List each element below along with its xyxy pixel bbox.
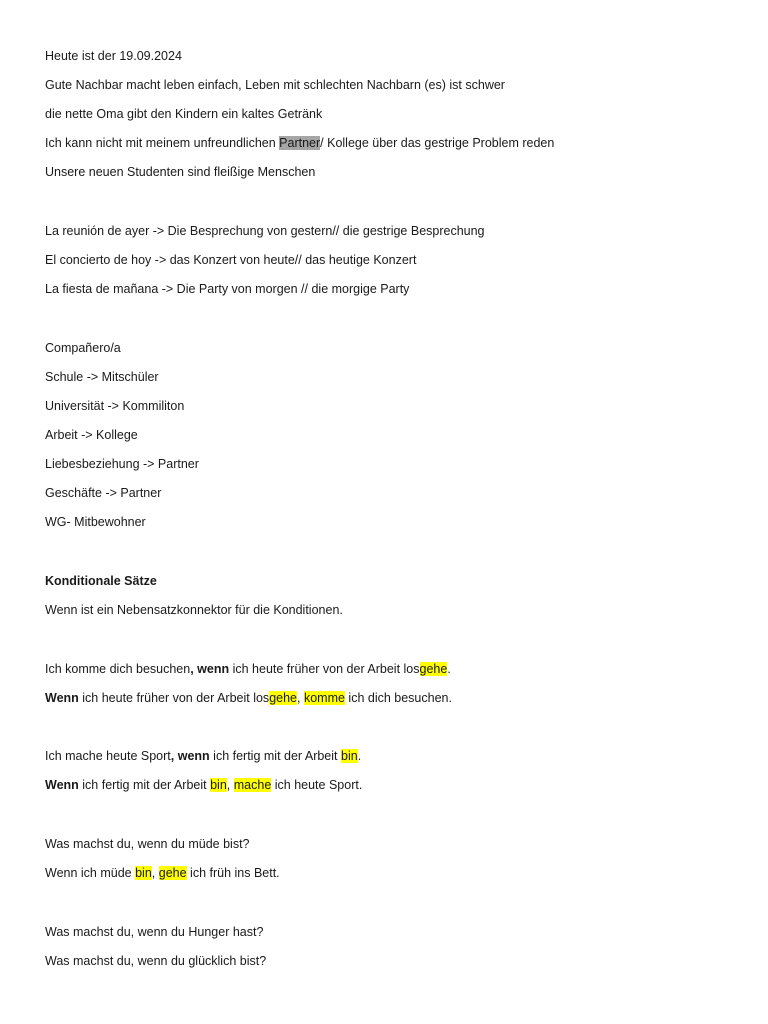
sentence-neighbors: Gute Nachbar macht leben einfach, Leben mit schlechten Nachbarn (es) ist schwer bbox=[45, 78, 505, 93]
highlighted-word-partner: Partner bbox=[279, 136, 321, 151]
highlighted-verb: gehe bbox=[158, 866, 187, 881]
question-line: Was machst du, wenn du glücklich bist? bbox=[45, 953, 267, 968]
text-segment: . bbox=[447, 661, 451, 676]
bold-connector: Wenn bbox=[45, 778, 79, 793]
translation-line: La reunión de ayer -> Die Besprechung von gestern// die gestrige Besprechung bbox=[45, 223, 485, 238]
question-line: Was machst du, wenn du Hunger hast? bbox=[45, 924, 264, 939]
date-line: Heute ist der 19.09.2024 bbox=[45, 49, 182, 63]
translation-line: El concierto de hoy -> das Konzert von heute// das heutige Konzert bbox=[45, 253, 417, 268]
bold-connector: , wenn bbox=[170, 749, 210, 764]
translation-line: La fiesta de mañana -> Die Party von morgen // die morgige Party bbox=[45, 282, 410, 297]
sentence-oma: die nette Oma gibt den Kindern ein kaltes Getränk bbox=[45, 107, 323, 122]
vocab-line: Schule -> Mitschüler bbox=[45, 369, 159, 384]
text-segment: . bbox=[357, 749, 362, 764]
vocab-line: WG- Mitbewohner bbox=[45, 515, 146, 530]
section-intro: Wenn ist ein Nebensatzkonnektor für die Konditionen. bbox=[45, 603, 343, 617]
text-segment: Ich mache heute Sport bbox=[45, 749, 171, 764]
highlighted-verb: bin bbox=[210, 778, 227, 793]
bold-connector: Wenn bbox=[45, 690, 79, 705]
text-segment: , bbox=[151, 866, 159, 881]
highlighted-verb: bin bbox=[135, 866, 152, 881]
example-sentence bbox=[45, 775, 745, 804]
example-sentence bbox=[45, 688, 745, 717]
sentence-partner bbox=[45, 133, 745, 162]
example-sentence bbox=[45, 746, 745, 775]
section-heading: Konditionale Sätze bbox=[45, 573, 157, 588]
highlighted-verb: gehe bbox=[269, 690, 297, 705]
document-page bbox=[45, 46, 745, 980]
text-segment: ich früh ins Bett. bbox=[186, 866, 280, 881]
spacer bbox=[45, 892, 745, 922]
vocab-line: Universität -> Kommiliton bbox=[45, 398, 185, 413]
highlighted-verb: mache bbox=[233, 778, 272, 793]
spacer bbox=[45, 717, 745, 747]
bold-connector: , wenn bbox=[190, 661, 230, 676]
vocab-line: Liebesbeziehung -> Partner bbox=[45, 457, 199, 472]
text-segment: ich fertig mit der Arbeit bbox=[78, 778, 211, 793]
highlighted-verb: bin bbox=[341, 749, 358, 764]
vocab-line: Arbeit -> Kollege bbox=[45, 428, 138, 443]
text-segment: ich fertig mit der Arbeit bbox=[209, 749, 341, 764]
text-segment: Wenn ich müde bbox=[45, 866, 136, 881]
spacer bbox=[45, 804, 745, 834]
sentence-partner-start: Ich kann nicht mit meinem unfreundlichen bbox=[45, 136, 280, 151]
text-segment: , bbox=[226, 778, 234, 793]
highlighted-verb: gehe bbox=[419, 661, 448, 676]
text-segment: ich dich besuchen. bbox=[344, 690, 452, 705]
sentence-partner-end: / Kollege über das gestrige Problem reden bbox=[320, 136, 555, 151]
highlighted-verb: komme bbox=[303, 690, 345, 705]
question-line: Was machst du, wenn du müde bist? bbox=[45, 836, 250, 851]
spacer bbox=[45, 629, 745, 659]
spacer bbox=[45, 308, 745, 338]
example-sentence bbox=[45, 659, 745, 688]
text-segment: ich heute früher von der Arbeit los bbox=[229, 661, 420, 676]
spacer bbox=[45, 191, 745, 221]
text-segment: ich heute Sport. bbox=[271, 778, 363, 793]
spacer bbox=[45, 541, 745, 571]
text-segment: , bbox=[297, 690, 304, 705]
sentence-students: Unsere neuen Studenten sind fleißige Menschen bbox=[45, 165, 316, 180]
vocab-line: Geschäfte -> Partner bbox=[45, 486, 162, 501]
text-segment: Ich komme dich besuchen bbox=[45, 661, 191, 676]
text-segment: ich heute früher von der Arbeit los bbox=[78, 690, 270, 705]
answer-line bbox=[45, 863, 745, 892]
vocab-line: Compañero/a bbox=[45, 340, 121, 355]
